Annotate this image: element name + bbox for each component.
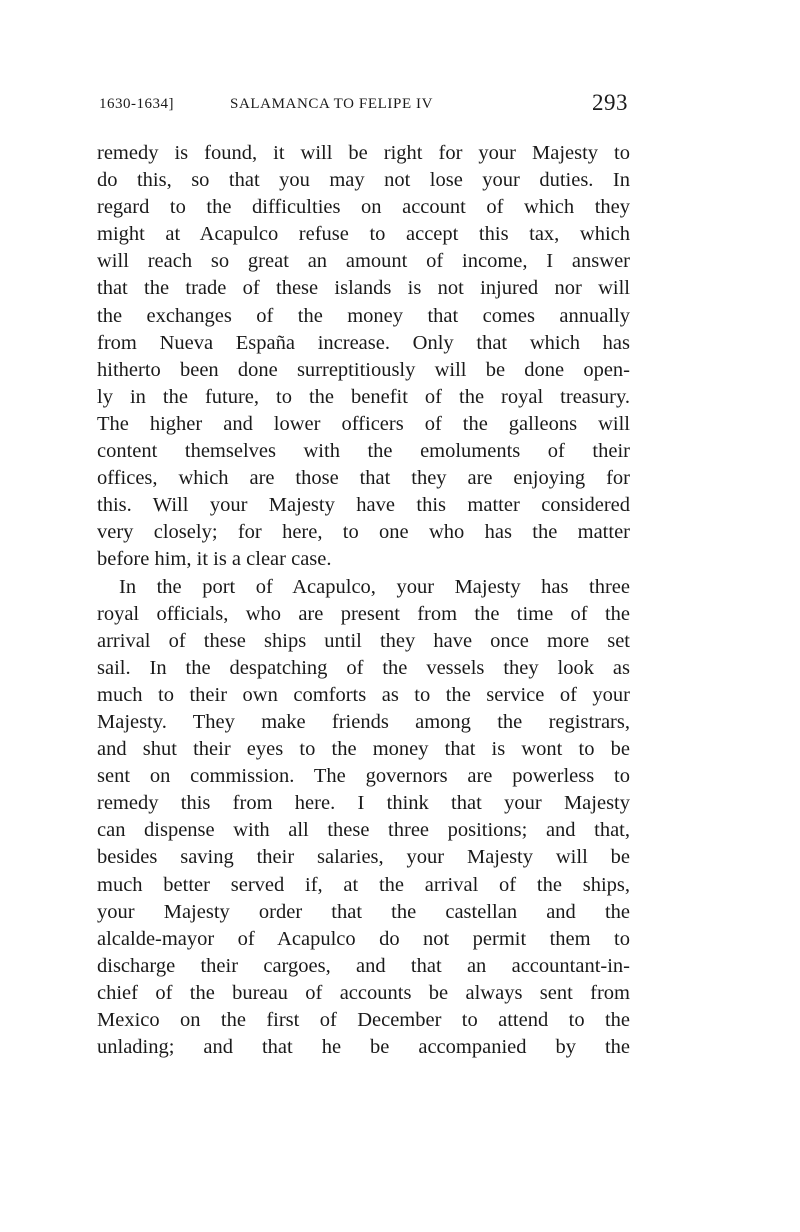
text-line: this. Will your Majesty have this matter considered bbox=[97, 494, 630, 517]
text-line: that the trade of these islands is not injured nor will bbox=[97, 277, 630, 300]
text-line: before him, it is a clear case. bbox=[97, 548, 332, 571]
text-line: might at Acapulco refuse to accept this tax, which bbox=[97, 223, 630, 246]
text-line: Majesty. They make friends among the registrars, bbox=[97, 710, 630, 733]
text-line: arrival of these ships until they have once more set bbox=[97, 629, 630, 652]
text-line: from Nueva España increase. Only that which has bbox=[97, 331, 630, 354]
text-line: royal officials, who are present from the time of the bbox=[97, 602, 630, 625]
text-line: and shut their eyes to the money that is wont to be bbox=[97, 738, 630, 761]
text-line: remedy is found, it will be right for your Majesty to bbox=[97, 142, 630, 164]
text-line: can dispense with all these three positions; and that, bbox=[97, 819, 630, 842]
text-line: Mexico on the first of December to attend to the bbox=[97, 1009, 630, 1031]
text-line: very closely; for here, to one who has the matter bbox=[97, 521, 630, 544]
text-line: your Majesty order that the castellan and the bbox=[97, 900, 630, 923]
text-line: chief of the bureau of accounts be always sent from bbox=[97, 981, 630, 1004]
running-head bbox=[97, 88, 630, 128]
book-page bbox=[97, 88, 630, 1061]
running-head-title: SALAMANCA TO FELIPE IV bbox=[230, 96, 434, 112]
text-line: ly in the future, to the benefit of the royal treasury. bbox=[97, 385, 630, 408]
text-line: hitherto been done surreptitiously will be done open- bbox=[97, 358, 630, 381]
text-line: much to their own comforts as to the service of your bbox=[97, 683, 630, 706]
text-line: much better served if, at the arrival of the ships, bbox=[97, 873, 630, 896]
page-number: 293 bbox=[592, 90, 628, 115]
text-line: sail. In the despatching of the vessels they look as bbox=[97, 656, 630, 679]
text-line: the exchanges of the money that comes annually bbox=[97, 304, 630, 327]
text-line: content themselves with the emoluments of their bbox=[97, 440, 630, 463]
text-line: regard to the difficulties on account of which they bbox=[97, 196, 630, 219]
body-text bbox=[97, 140, 630, 1061]
text-line: unlading; and that he be accompanied by the bbox=[97, 1036, 630, 1059]
text-line: offices, which are those that they are enjoying for bbox=[97, 467, 630, 490]
running-head-years: 1630-1634] bbox=[99, 96, 174, 112]
text-line: remedy this from here. I think that your Majesty bbox=[97, 792, 630, 815]
text-line: besides saving their salaries, your Majesty will be bbox=[97, 846, 630, 869]
text-line: alcalde-mayor of Acapulco do not permit them to bbox=[97, 927, 630, 950]
text-line: The higher and lower officers of the galleons will bbox=[97, 412, 630, 435]
text-line: do this, so that you may not lose your duties. In bbox=[97, 169, 630, 192]
text-line: sent on commission. The governors are powerless to bbox=[97, 765, 630, 788]
text-line: discharge their cargoes, and that an accountant-in- bbox=[97, 954, 630, 977]
text-line: will reach so great an amount of income, I answer bbox=[97, 250, 630, 273]
text-line: In the port of Acapulco, your Majesty has three bbox=[119, 575, 630, 598]
